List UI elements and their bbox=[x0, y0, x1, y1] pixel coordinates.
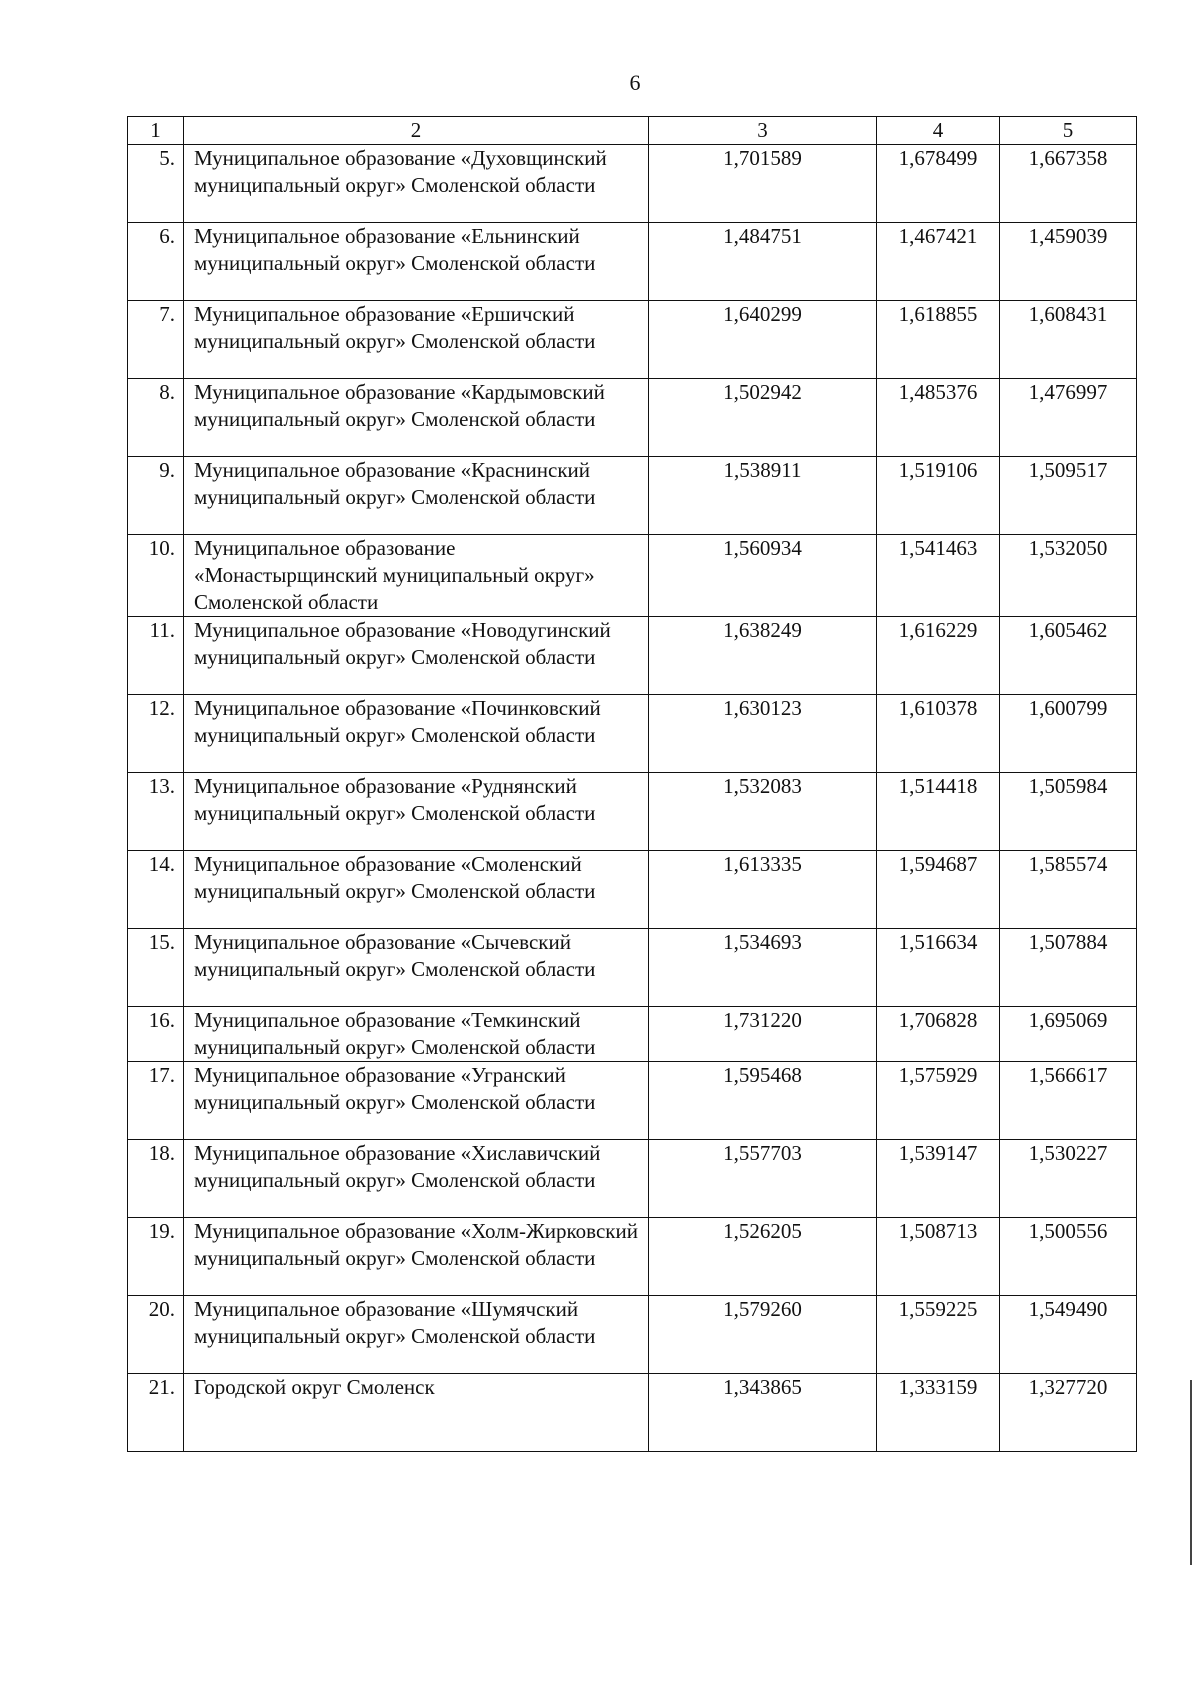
row-number: 20. bbox=[128, 1296, 184, 1374]
row-number: 17. bbox=[128, 1062, 184, 1140]
value-column-4: 1,539147 bbox=[877, 1140, 1000, 1218]
value-column-4: 1,519106 bbox=[877, 457, 1000, 535]
table-row bbox=[128, 1218, 1137, 1296]
value-column-4: 1,485376 bbox=[877, 379, 1000, 457]
value-column-3: 1,701589 bbox=[649, 145, 877, 223]
municipality-name: Муниципальное образование «Руднянский муниципальный округ» Смоленской области bbox=[184, 773, 649, 851]
municipality-name: Муниципальное образование «Духовщинский муниципальный округ» Смоленской области bbox=[184, 145, 649, 223]
value-column-5: 1,507884 bbox=[1000, 929, 1137, 1007]
scan-edge-mark bbox=[1190, 1380, 1192, 1565]
value-column-5: 1,327720 bbox=[1000, 1374, 1137, 1452]
municipality-name: Муниципальное образование «Сычевский муниципальный округ» Смоленской области bbox=[184, 929, 649, 1007]
column-header-2: 2 bbox=[184, 117, 649, 145]
row-number: 21. bbox=[128, 1374, 184, 1452]
value-column-5: 1,509517 bbox=[1000, 457, 1137, 535]
table-row bbox=[128, 145, 1137, 223]
value-column-4: 1,575929 bbox=[877, 1062, 1000, 1140]
value-column-4: 1,594687 bbox=[877, 851, 1000, 929]
row-number: 10. bbox=[128, 535, 184, 617]
table-row bbox=[128, 301, 1137, 379]
value-column-3: 1,534693 bbox=[649, 929, 877, 1007]
table-header-row bbox=[128, 117, 1137, 145]
municipality-name: Муниципальное образование «Холм-Жирковский муниципальный округ» Смоленской области bbox=[184, 1218, 649, 1296]
value-column-5: 1,608431 bbox=[1000, 301, 1137, 379]
row-number: 9. bbox=[128, 457, 184, 535]
value-column-3: 1,502942 bbox=[649, 379, 877, 457]
column-header-5: 5 bbox=[1000, 117, 1137, 145]
row-number: 19. bbox=[128, 1218, 184, 1296]
value-column-4: 1,467421 bbox=[877, 223, 1000, 301]
value-column-5: 1,505984 bbox=[1000, 773, 1137, 851]
value-column-3: 1,638249 bbox=[649, 617, 877, 695]
table-row bbox=[128, 223, 1137, 301]
value-column-3: 1,595468 bbox=[649, 1062, 877, 1140]
value-column-3: 1,560934 bbox=[649, 535, 877, 617]
table-row bbox=[128, 1296, 1137, 1374]
value-column-4: 1,616229 bbox=[877, 617, 1000, 695]
value-column-5: 1,566617 bbox=[1000, 1062, 1137, 1140]
table-row bbox=[128, 1007, 1137, 1062]
row-number: 8. bbox=[128, 379, 184, 457]
value-column-4: 1,610378 bbox=[877, 695, 1000, 773]
value-column-4: 1,618855 bbox=[877, 301, 1000, 379]
municipality-name: Муниципальное образование «Смоленский муниципальный округ» Смоленской области bbox=[184, 851, 649, 929]
row-number: 7. bbox=[128, 301, 184, 379]
value-column-5: 1,667358 bbox=[1000, 145, 1137, 223]
page-number: 6 bbox=[629, 70, 641, 95]
column-header-1: 1 bbox=[128, 117, 184, 145]
value-column-3: 1,579260 bbox=[649, 1296, 877, 1374]
municipality-name: Муниципальное образование «Ельнинский муниципальный округ» Смоленской области bbox=[184, 223, 649, 301]
municipality-name: Муниципальное образование «Монастырщинский муниципальный округ» Смоленской области bbox=[184, 535, 649, 617]
column-header-4: 4 bbox=[877, 117, 1000, 145]
table-row bbox=[128, 457, 1137, 535]
row-number: 11. bbox=[128, 617, 184, 695]
row-number: 14. bbox=[128, 851, 184, 929]
table-row bbox=[128, 617, 1137, 695]
row-number: 6. bbox=[128, 223, 184, 301]
value-column-4: 1,508713 bbox=[877, 1218, 1000, 1296]
value-column-3: 1,343865 bbox=[649, 1374, 877, 1452]
value-column-5: 1,585574 bbox=[1000, 851, 1137, 929]
value-column-5: 1,695069 bbox=[1000, 1007, 1137, 1062]
value-column-4: 1,706828 bbox=[877, 1007, 1000, 1062]
value-column-5: 1,459039 bbox=[1000, 223, 1137, 301]
municipality-name: Муниципальное образование «Шумячский муниципальный округ» Смоленской области bbox=[184, 1296, 649, 1374]
table-row bbox=[128, 773, 1137, 851]
value-column-5: 1,605462 bbox=[1000, 617, 1137, 695]
table-row bbox=[128, 929, 1137, 1007]
value-column-3: 1,557703 bbox=[649, 1140, 877, 1218]
value-column-3: 1,526205 bbox=[649, 1218, 877, 1296]
value-column-4: 1,541463 bbox=[877, 535, 1000, 617]
municipality-name: Муниципальное образование «Угранский муниципальный округ» Смоленской области bbox=[184, 1062, 649, 1140]
municipality-name: Муниципальное образование «Краснинский муниципальный округ» Смоленской области bbox=[184, 457, 649, 535]
municipality-name: Городской округ Смоленск bbox=[184, 1374, 649, 1452]
value-column-5: 1,500556 bbox=[1000, 1218, 1137, 1296]
row-number: 18. bbox=[128, 1140, 184, 1218]
row-number: 16. bbox=[128, 1007, 184, 1062]
value-column-4: 1,678499 bbox=[877, 145, 1000, 223]
coefficients-table bbox=[127, 116, 1137, 1452]
row-number: 13. bbox=[128, 773, 184, 851]
municipality-name: Муниципальное образование «Кардымовский муниципальный округ» Смоленской области bbox=[184, 379, 649, 457]
value-column-4: 1,559225 bbox=[877, 1296, 1000, 1374]
municipality-name: Муниципальное образование «Темкинский муниципальный округ» Смоленской области bbox=[184, 1007, 649, 1062]
value-column-3: 1,640299 bbox=[649, 301, 877, 379]
value-column-3: 1,532083 bbox=[649, 773, 877, 851]
value-column-3: 1,538911 bbox=[649, 457, 877, 535]
table-row bbox=[128, 379, 1137, 457]
value-column-3: 1,484751 bbox=[649, 223, 877, 301]
municipality-name: Муниципальное образование «Новодугинский муниципальный округ» Смоленской области bbox=[184, 617, 649, 695]
value-column-5: 1,532050 bbox=[1000, 535, 1137, 617]
value-column-3: 1,613335 bbox=[649, 851, 877, 929]
table-row bbox=[128, 1374, 1137, 1452]
table-row bbox=[128, 695, 1137, 773]
value-column-5: 1,549490 bbox=[1000, 1296, 1137, 1374]
municipality-name: Муниципальное образование «Хиславичский муниципальный округ» Смоленской области bbox=[184, 1140, 649, 1218]
table-body bbox=[128, 117, 1137, 1452]
row-number: 12. bbox=[128, 695, 184, 773]
value-column-5: 1,476997 bbox=[1000, 379, 1137, 457]
value-column-5: 1,600799 bbox=[1000, 695, 1137, 773]
value-column-4: 1,516634 bbox=[877, 929, 1000, 1007]
value-column-5: 1,530227 bbox=[1000, 1140, 1137, 1218]
table-row bbox=[128, 535, 1137, 617]
value-column-3: 1,731220 bbox=[649, 1007, 877, 1062]
table-row bbox=[128, 1062, 1137, 1140]
value-column-4: 1,333159 bbox=[877, 1374, 1000, 1452]
table-row bbox=[128, 851, 1137, 929]
row-number: 5. bbox=[128, 145, 184, 223]
value-column-4: 1,514418 bbox=[877, 773, 1000, 851]
table-row bbox=[128, 1140, 1137, 1218]
row-number: 15. bbox=[128, 929, 184, 1007]
value-column-3: 1,630123 bbox=[649, 695, 877, 773]
column-header-3: 3 bbox=[649, 117, 877, 145]
municipality-name: Муниципальное образование «Ершичский муниципальный округ» Смоленской области bbox=[184, 301, 649, 379]
municipality-name: Муниципальное образование «Починковский муниципальный округ» Смоленской области bbox=[184, 695, 649, 773]
